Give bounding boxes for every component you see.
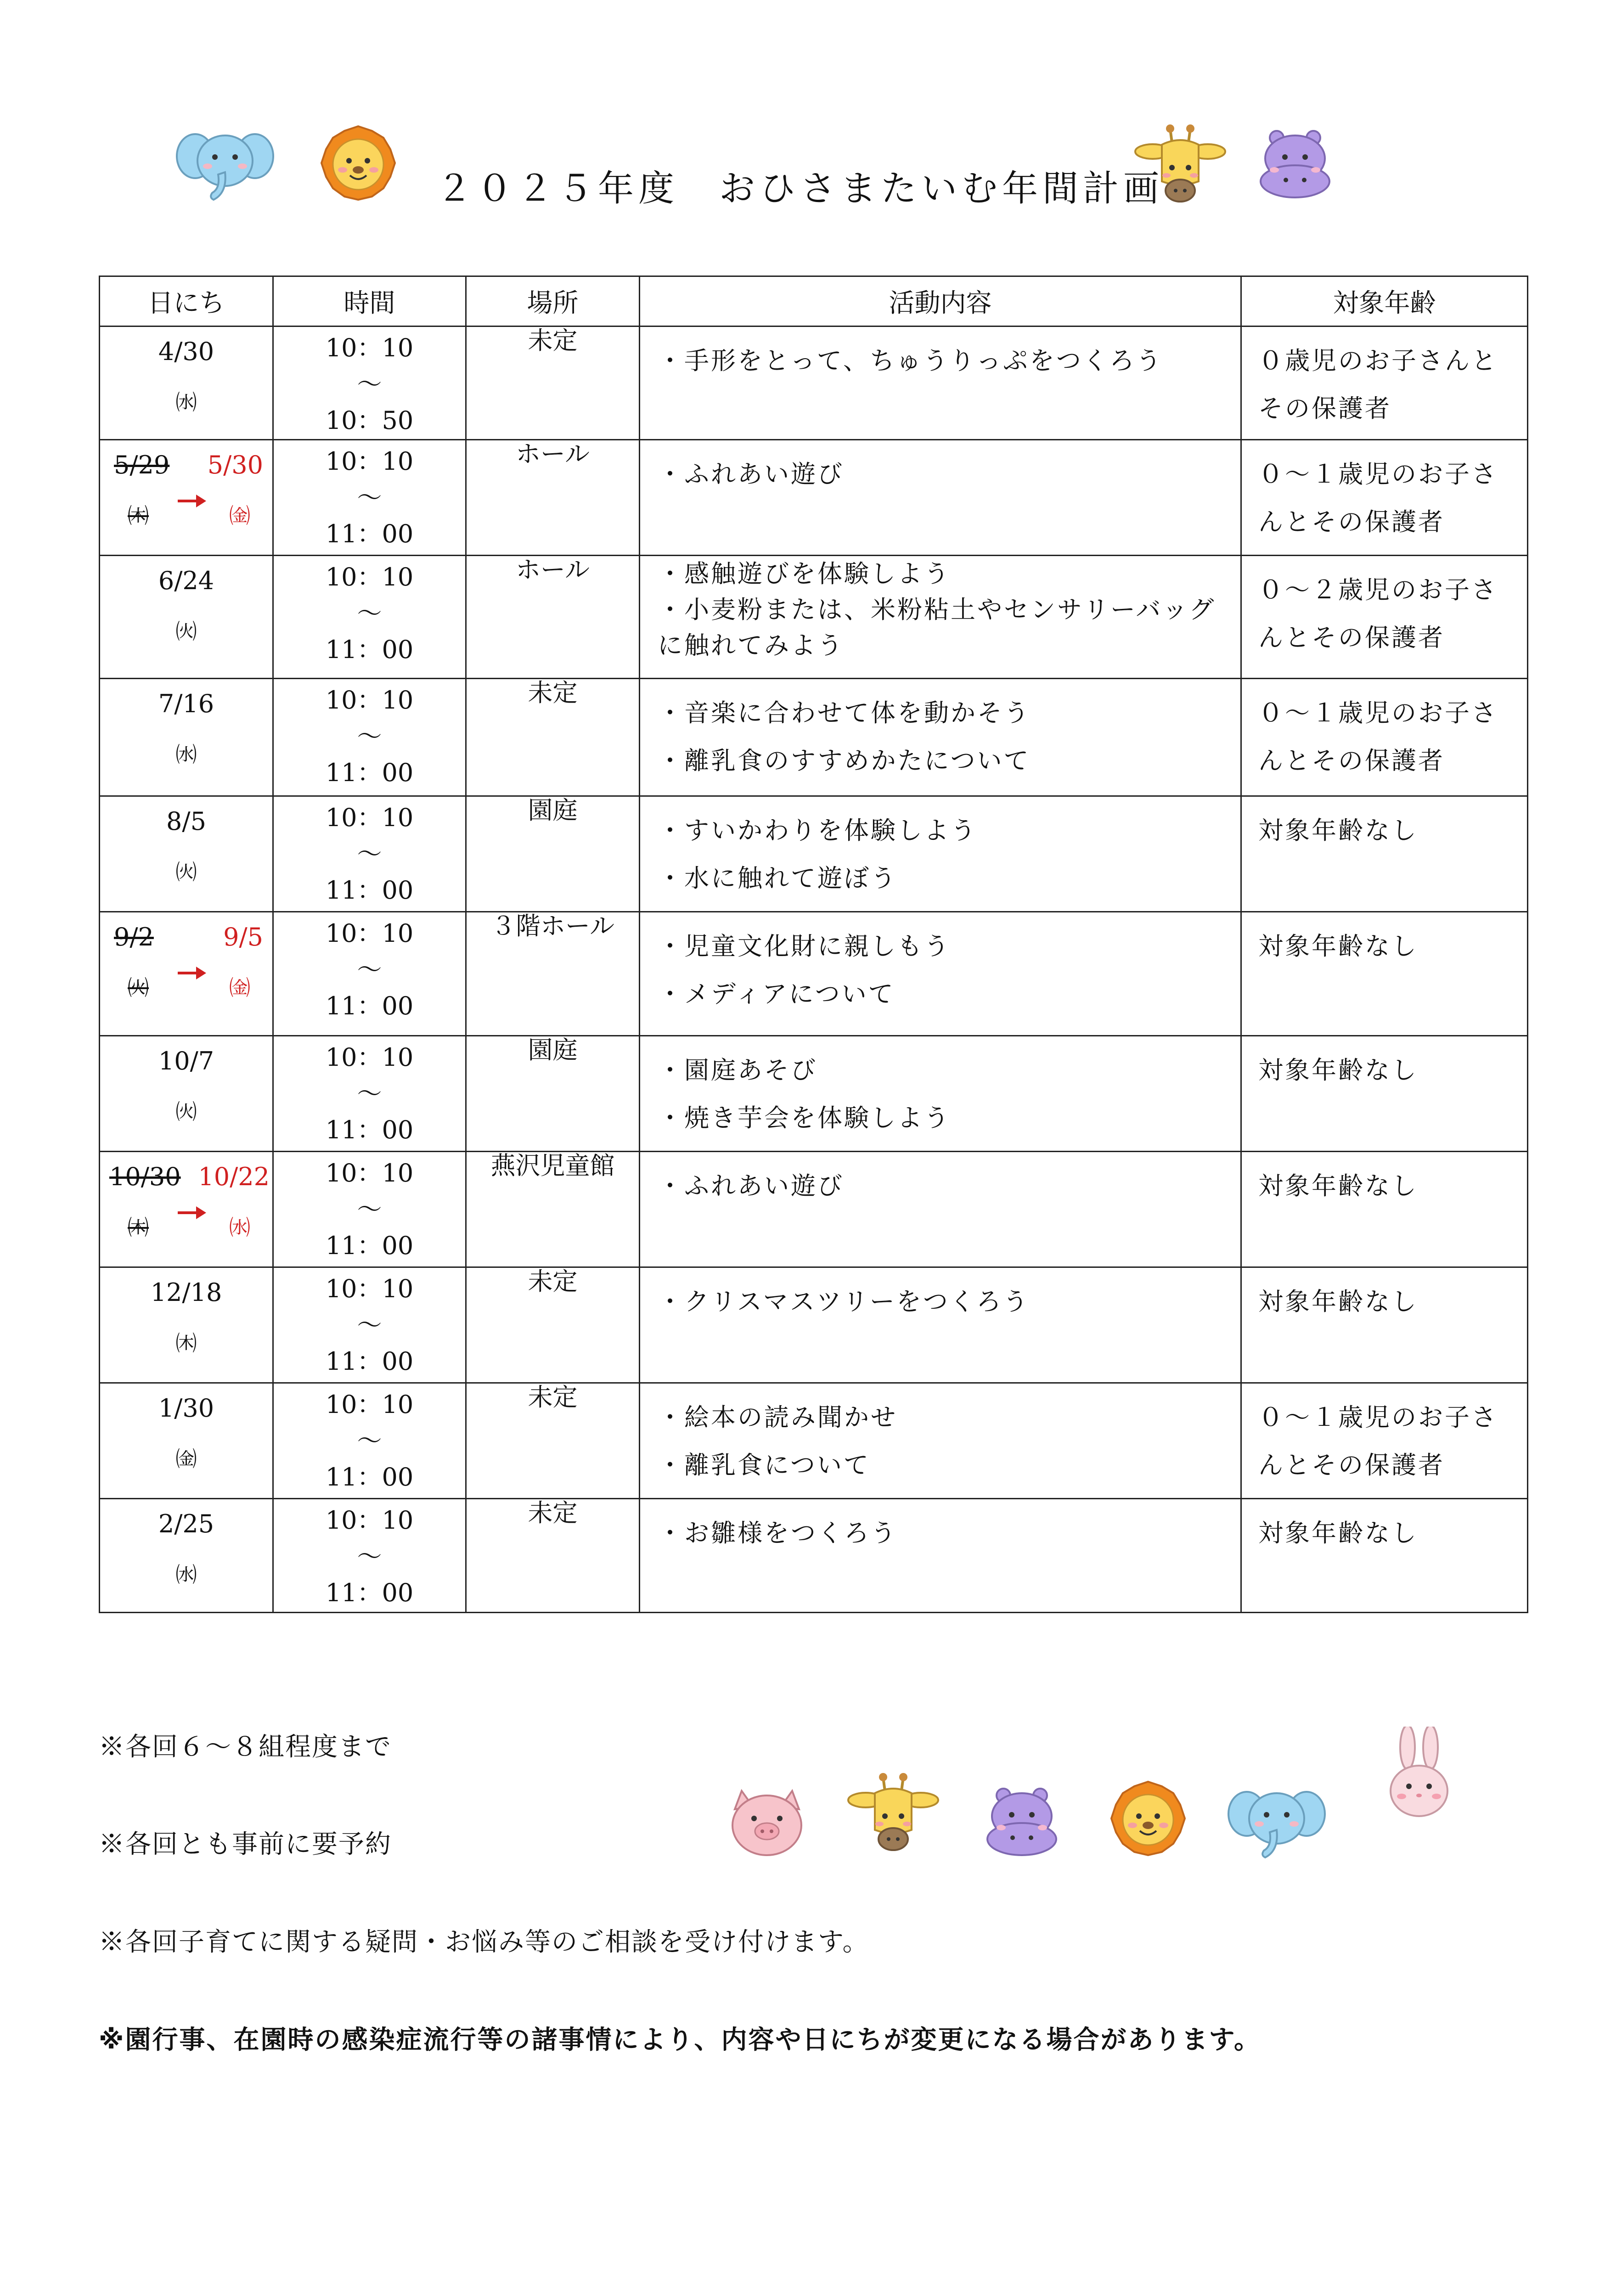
time-end: 11：00 xyxy=(325,1463,414,1491)
target-age-cell: 対象年齢なし xyxy=(1241,1267,1528,1383)
time-cell xyxy=(273,556,466,679)
place-cell xyxy=(466,1383,640,1499)
time-start: 10：10 xyxy=(325,1159,414,1187)
activities-cell xyxy=(640,1152,1241,1267)
place: 燕沢児童館 xyxy=(490,1151,615,1180)
table-row xyxy=(100,440,1528,556)
time-separator: ～ xyxy=(357,1542,382,1571)
activities-cell xyxy=(640,440,1241,556)
hippo-icon xyxy=(971,1782,1072,1874)
arrow-right-icon xyxy=(176,964,208,982)
place-cell xyxy=(466,440,640,556)
target-age-cell: ０～１歳児のお子さんとその保護者 xyxy=(1241,440,1528,556)
weekday: ㈫ xyxy=(175,619,197,644)
date: 4/30 xyxy=(158,337,214,366)
table-row xyxy=(100,796,1528,912)
table-header-row xyxy=(100,276,1528,326)
target-age-cell: ０～１歳児のお子さんとその保護者 xyxy=(1241,679,1528,796)
table-row xyxy=(100,1383,1528,1499)
time-separator: ～ xyxy=(357,370,382,399)
activity-item: ・離乳食について xyxy=(658,1451,870,1480)
weekday: ㈭ xyxy=(175,1331,197,1356)
original-weekday: ㈭ xyxy=(128,1215,149,1240)
rabbit-icon xyxy=(1369,1727,1470,1823)
time-end: 11：00 xyxy=(325,876,414,905)
weekday: ㈬ xyxy=(175,742,197,767)
place-cell xyxy=(466,796,640,912)
original-weekday: ㈭ xyxy=(128,503,149,528)
time-start: 10：10 xyxy=(325,1043,414,1072)
giraffe-icon xyxy=(1130,124,1231,216)
time-cell xyxy=(273,796,466,912)
page-header xyxy=(175,124,1378,230)
date-cell xyxy=(100,679,273,796)
place-cell xyxy=(466,1036,640,1152)
date: 12/18 xyxy=(150,1278,222,1307)
elephant-icon xyxy=(1226,1782,1327,1874)
arrow-right-icon xyxy=(176,492,208,510)
date-cell xyxy=(100,326,273,440)
target-age-cell: ０歳児のお子さんとその保護者 xyxy=(1241,326,1528,440)
date: 7/16 xyxy=(158,689,214,718)
weekday: ㈮ xyxy=(175,1446,197,1471)
time-start: 10：10 xyxy=(325,919,414,948)
date-cell xyxy=(100,1267,273,1383)
place-cell xyxy=(466,1499,640,1613)
column-header-time: 時間 xyxy=(273,276,466,326)
place-cell xyxy=(466,679,640,796)
time-separator: ～ xyxy=(357,1426,382,1455)
table-row xyxy=(100,1267,1528,1383)
activity-item: ・水に触れて遊ぼう xyxy=(658,864,897,893)
table-row xyxy=(100,912,1528,1036)
activity-item: ・離乳食のすすめかたについて xyxy=(658,746,1031,775)
lion-icon xyxy=(308,124,409,216)
time-cell xyxy=(273,1499,466,1613)
time-separator: ～ xyxy=(357,599,382,628)
table-row xyxy=(100,679,1528,796)
table-row xyxy=(100,556,1528,679)
time-cell xyxy=(273,440,466,556)
place-cell xyxy=(466,912,640,1036)
new-date: 5/30 xyxy=(207,450,263,479)
time-separator: ～ xyxy=(357,1079,382,1108)
activity-item: ・お雛様をつくろう xyxy=(658,1519,897,1548)
time-cell xyxy=(273,679,466,796)
place: ホール xyxy=(516,439,590,468)
weekday: ㈬ xyxy=(175,390,197,415)
target-age-cell: ０～１歳児のお子さんとその保護者 xyxy=(1241,1383,1528,1499)
place-cell xyxy=(466,1267,640,1383)
time-end: 11：00 xyxy=(325,1231,414,1260)
date: 10/7 xyxy=(158,1047,214,1075)
time-cell xyxy=(273,326,466,440)
time-separator: ～ xyxy=(357,955,382,984)
place: 未定 xyxy=(528,678,578,707)
note-consultation: ※各回子育てに関する疑問・お悩み等のご相談を受け付けます。 xyxy=(99,1927,869,1957)
activity-item: ・ふれあい遊び xyxy=(658,460,844,489)
target-age-cell: 対象年齢なし xyxy=(1241,1499,1528,1613)
target-age-cell: 対象年齢なし xyxy=(1241,796,1528,912)
activities-cell xyxy=(640,796,1241,912)
target-age-cell: 対象年齢なし xyxy=(1241,1036,1528,1152)
activities-cell xyxy=(640,1499,1241,1613)
note-group-size: ※各回６～８組程度まで xyxy=(99,1732,392,1762)
giraffe-icon xyxy=(843,1773,944,1864)
footer-decoration xyxy=(716,1727,1497,1878)
elephant-icon xyxy=(175,124,276,216)
time-separator: ～ xyxy=(357,483,382,512)
original-date: 10/30 xyxy=(109,1162,181,1191)
date: 2/25 xyxy=(158,1509,214,1538)
time-start: 10：10 xyxy=(325,686,414,715)
date-cell xyxy=(100,1499,273,1613)
table-row xyxy=(100,1152,1528,1267)
activities-cell xyxy=(640,679,1241,796)
activity-item: ・感触遊びを体験しよう xyxy=(658,559,951,588)
page-title: ２０２５年度 おひさまたいむ年間計画 xyxy=(436,168,1164,209)
activity-item: ・すいかわりを体験しよう xyxy=(658,816,977,845)
weekday: ㈬ xyxy=(175,1562,197,1587)
activity-item: ・絵本の読み聞かせ xyxy=(658,1403,897,1432)
place: 未定 xyxy=(528,1267,578,1296)
place: 未定 xyxy=(528,1383,578,1412)
place: 園庭 xyxy=(528,796,578,825)
time-start: 10：10 xyxy=(325,803,414,832)
time-cell xyxy=(273,1383,466,1499)
time-end: 11：00 xyxy=(325,519,414,548)
column-header-target-age: 対象年齢 xyxy=(1241,276,1528,326)
time-start: 10：10 xyxy=(325,1390,414,1419)
activities-cell xyxy=(640,912,1241,1036)
place: 園庭 xyxy=(528,1035,578,1064)
date: 8/5 xyxy=(166,807,206,836)
date-cell xyxy=(100,440,273,556)
time-start: 10：10 xyxy=(325,333,414,362)
date-cell xyxy=(100,912,273,1036)
time-cell xyxy=(273,1036,466,1152)
activities-cell xyxy=(640,1267,1241,1383)
time-end: 11：00 xyxy=(325,1115,414,1144)
original-date: 9/2 xyxy=(114,923,154,951)
original-weekday: ㈫ xyxy=(128,975,149,1000)
activities-cell xyxy=(640,326,1241,440)
weekday: ㈫ xyxy=(175,1099,197,1124)
time-start: 10：10 xyxy=(325,447,414,476)
annual-plan-table xyxy=(99,276,1528,1613)
original-date: 5/29 xyxy=(114,450,170,479)
time-end: 11：00 xyxy=(325,1578,414,1607)
time-end: 11：00 xyxy=(325,1347,414,1376)
time-cell xyxy=(273,1267,466,1383)
activities-cell xyxy=(640,556,1241,679)
time-start: 10：10 xyxy=(325,1506,414,1535)
table-row xyxy=(100,326,1528,440)
time-start: 10：10 xyxy=(325,563,414,591)
time-end: 11：00 xyxy=(325,758,414,787)
time-end: 11：00 xyxy=(325,635,414,664)
new-weekday: ㈮ xyxy=(229,503,250,528)
activity-item: ・メディアについて xyxy=(658,979,895,1008)
table-row xyxy=(100,1036,1528,1152)
table-row xyxy=(100,1499,1528,1613)
target-age-cell: 対象年齢なし xyxy=(1241,1152,1528,1267)
place: ホール xyxy=(516,555,590,584)
activity-item: ・手形をとって、ちゅうりっぷをつくろう xyxy=(658,346,1163,375)
activity-item: ・クリスマスツリーをつくろう xyxy=(658,1287,1030,1316)
place: 未定 xyxy=(528,326,578,355)
note-schedule-change: ※園行事、在園時の感染症流行等の諸事情により、内容や日にちが変更になる場合があります。 xyxy=(99,2025,1261,2055)
activity-item: ・園庭あそび xyxy=(658,1056,817,1085)
date-cell xyxy=(100,796,273,912)
new-date: 9/5 xyxy=(223,923,263,951)
column-header-place: 場所 xyxy=(466,276,640,326)
date-cell xyxy=(100,1383,273,1499)
activities-cell xyxy=(640,1036,1241,1152)
time-separator: ～ xyxy=(357,839,382,868)
time-separator: ～ xyxy=(357,1195,382,1224)
time-cell xyxy=(273,912,466,1036)
activity-item: ・小麦粉または、米粉粘土やセンサリーバッグに触れてみよう xyxy=(658,595,1216,660)
date: 6/24 xyxy=(158,566,214,595)
place: ３階ホール xyxy=(491,912,614,940)
date-cell xyxy=(100,1036,273,1152)
weekday: ㈫ xyxy=(175,860,197,884)
time-separator: ～ xyxy=(357,722,382,751)
column-header-activities: 活動内容 xyxy=(640,276,1241,326)
date: 1/30 xyxy=(158,1394,214,1423)
activities-cell xyxy=(640,1383,1241,1499)
place-cell xyxy=(466,326,640,440)
hippo-icon xyxy=(1245,124,1346,216)
date-cell xyxy=(100,556,273,679)
activity-item: ・音楽に合わせて体を動かそう xyxy=(658,698,1031,727)
target-age-cell: 対象年齢なし xyxy=(1241,912,1528,1036)
pig-icon xyxy=(716,1782,817,1874)
time-end: 11：00 xyxy=(325,991,414,1020)
new-weekday: ㈮ xyxy=(229,975,250,1000)
activity-item: ・ふれあい遊び xyxy=(658,1171,844,1200)
arrow-right-icon xyxy=(176,1204,208,1222)
place-cell xyxy=(466,556,640,679)
new-date: 10/22 xyxy=(198,1162,270,1191)
activity-item: ・児童文化財に親しもう xyxy=(658,932,951,961)
new-weekday: ㈬ xyxy=(229,1215,250,1240)
note-reservation: ※各回とも事前に要予約 xyxy=(99,1829,392,1859)
time-separator: ～ xyxy=(357,1311,382,1339)
target-age-cell: ０～２歳児のお子さんとその保護者 xyxy=(1241,556,1528,679)
time-cell xyxy=(273,1152,466,1267)
place: 未定 xyxy=(528,1498,578,1527)
time-start: 10：10 xyxy=(325,1274,414,1303)
time-end: 10：50 xyxy=(325,406,414,435)
column-header-date: 日にち xyxy=(100,276,273,326)
lion-icon xyxy=(1098,1779,1199,1871)
place-cell xyxy=(466,1152,640,1267)
activity-item: ・焼き芋会を体験しよう xyxy=(658,1103,951,1132)
date-cell xyxy=(100,1152,273,1267)
